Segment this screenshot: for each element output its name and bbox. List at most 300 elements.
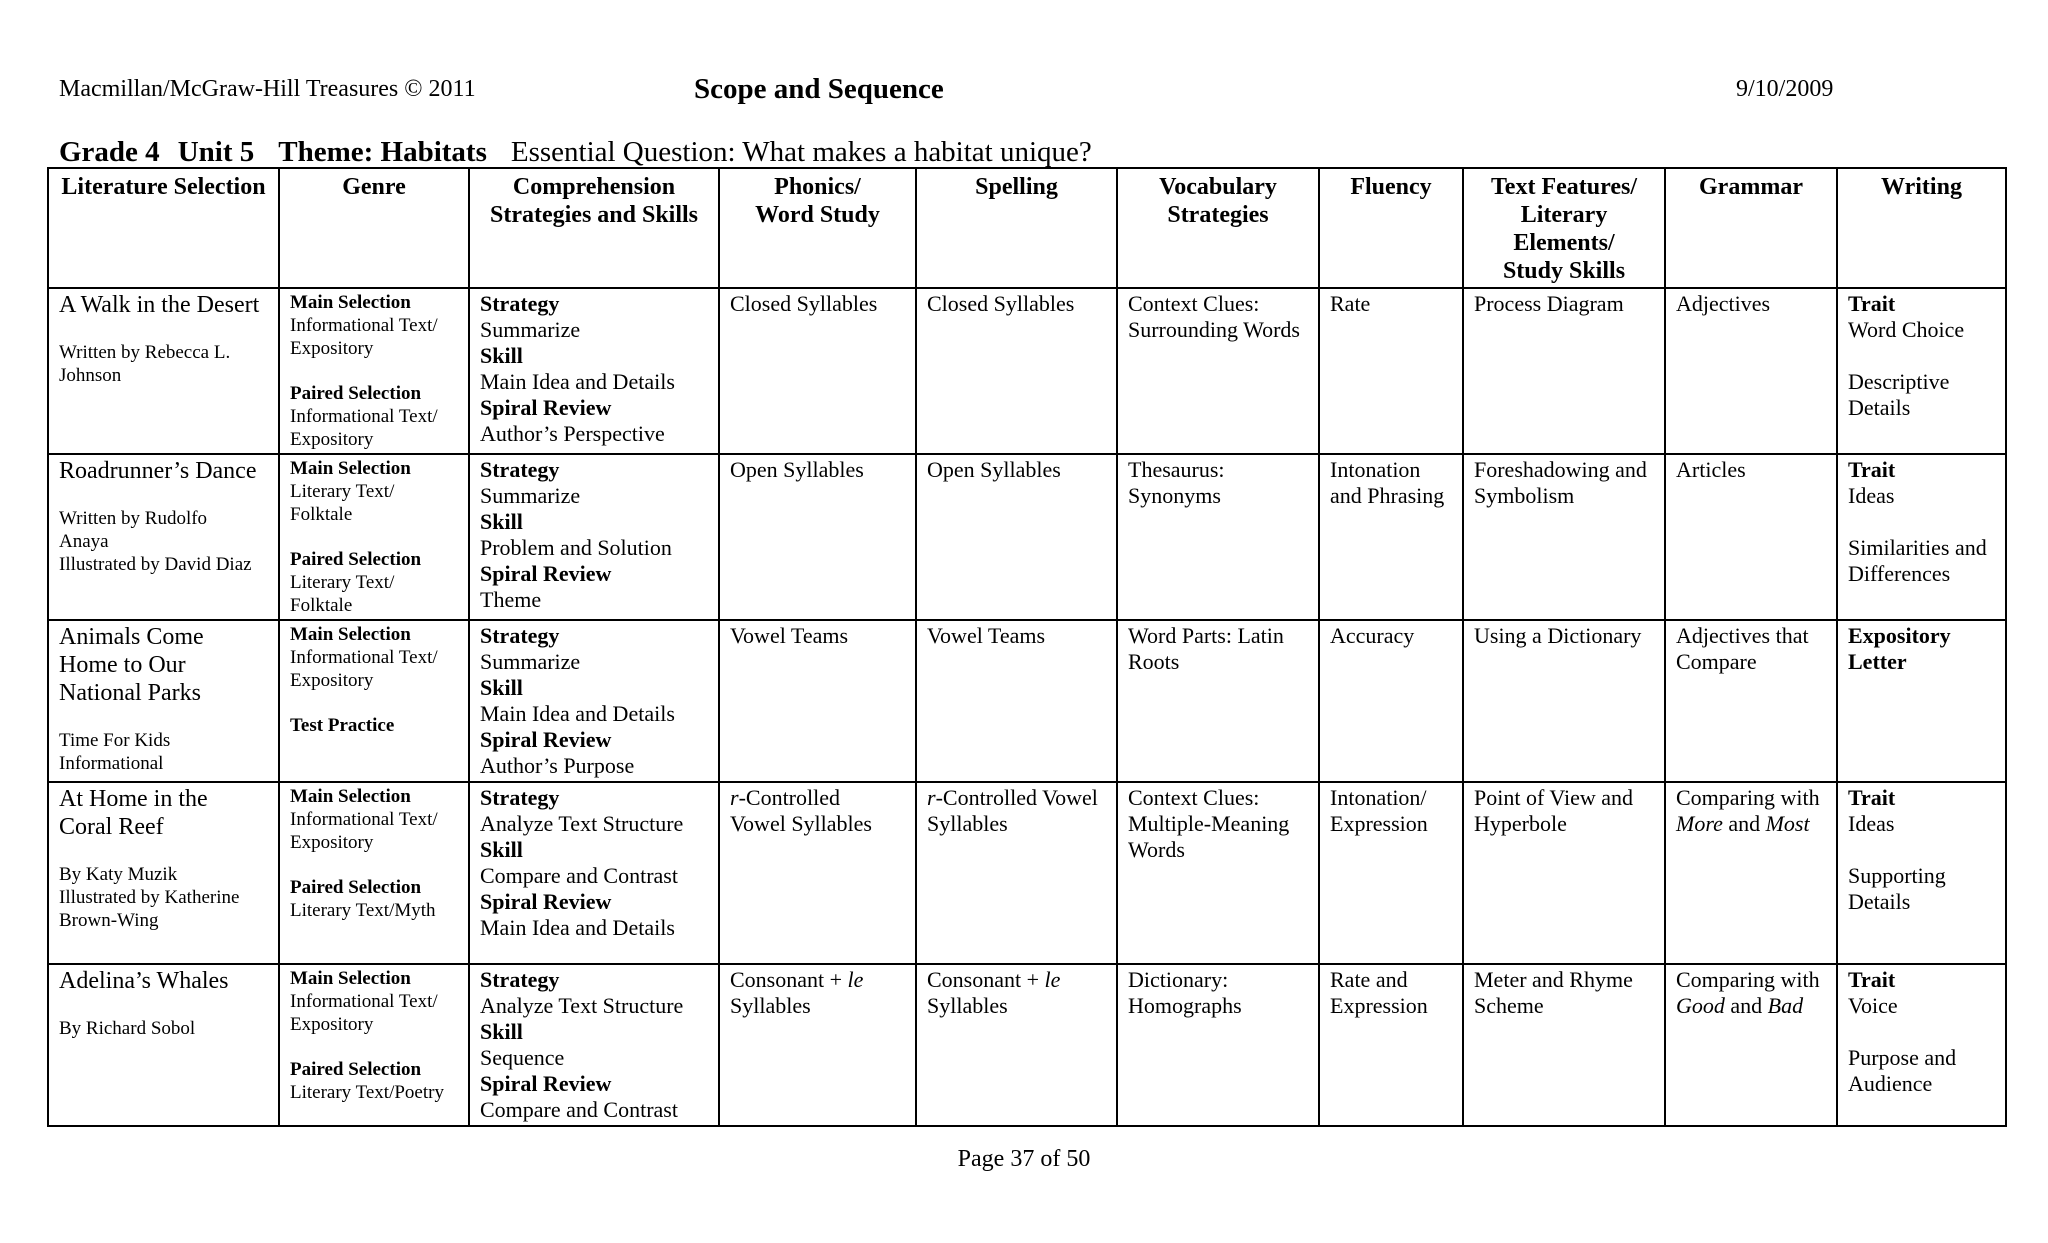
- selection-credits: [59, 863, 268, 932]
- cell-text: Meter and Rhyme: [1474, 967, 1633, 992]
- col-comprehension-header: [469, 168, 719, 288]
- cell-text: r: [730, 785, 739, 810]
- cell-line: [1474, 291, 1654, 317]
- fluency-cell: [1319, 454, 1463, 620]
- cell-text: and: [1724, 993, 1768, 1018]
- vocabulary-cell: [1117, 288, 1319, 454]
- cell-text: Process Diagram: [1474, 291, 1624, 316]
- cell-line: [1330, 811, 1452, 837]
- writing-cell: [1837, 964, 2006, 1126]
- cell-text: Bad: [1767, 993, 1804, 1018]
- cell-line: [1474, 785, 1654, 811]
- writing-cell: [1837, 454, 2006, 620]
- cell-heading: Letter: [1848, 649, 1907, 674]
- cell-line: [1128, 993, 1308, 1019]
- fluency-cell: [1319, 964, 1463, 1126]
- cell-text: and: [1722, 811, 1766, 836]
- cell-text: More: [1676, 811, 1723, 836]
- writing-cell: [1837, 620, 2006, 782]
- credit-line: Brown-Wing: [59, 910, 159, 931]
- grammar-cell: [1665, 782, 1837, 964]
- cell-heading: Trait: [1848, 457, 1896, 482]
- cell-text: Vowel Teams: [730, 623, 849, 648]
- header-line: Genre: [342, 174, 406, 200]
- credit-line: Written by Rudolfo: [59, 508, 208, 529]
- cell-text: and Phrasing: [1330, 483, 1445, 508]
- cell-text: r: [927, 785, 936, 810]
- cell-heading: Skill: [480, 837, 523, 862]
- col-literature-selection-header: [48, 168, 279, 288]
- cell-line: [1474, 993, 1654, 1019]
- cell-heading: Trait: [1848, 785, 1896, 810]
- cell-line: Word Choice: [1848, 317, 1965, 342]
- credit-line: Anaya: [59, 531, 109, 552]
- cell-text: Words: [1128, 837, 1185, 862]
- comprehension-cell: [469, 782, 719, 964]
- cell-text: le: [1044, 967, 1061, 992]
- cell-line: [1676, 623, 1826, 649]
- grade-label: Grade 4: [59, 136, 160, 168]
- selection-title: A Walk in the Desert: [59, 292, 260, 318]
- cell-line: [1474, 457, 1654, 483]
- comprehension-cell: [469, 288, 719, 454]
- cell-text: Closed Syllables: [927, 291, 1075, 316]
- cell-text: Comparing with: [1676, 967, 1820, 992]
- cell-line: Literary Text/Poetry: [290, 1082, 444, 1103]
- cell-heading: Spiral Review: [480, 889, 612, 914]
- spelling-cell: [916, 288, 1117, 454]
- cell-line: Sequence: [480, 1045, 565, 1070]
- genre-cell: [279, 782, 469, 964]
- header-line: Literary: [1520, 202, 1608, 228]
- cell-text: Synonyms: [1128, 483, 1221, 508]
- genre-cell: [279, 288, 469, 454]
- document-title: Scope and Sequence: [694, 73, 944, 105]
- document-date: 9/10/2009: [1736, 76, 1834, 102]
- cell-line: Differences: [1848, 561, 1951, 586]
- cell-line: Voice: [1848, 993, 1898, 1018]
- col-spelling-header: [916, 168, 1117, 288]
- selection-title: National Parks: [59, 680, 201, 706]
- cell-line: [730, 291, 905, 317]
- spacer: [1848, 509, 1995, 535]
- header-line: Word Study: [755, 202, 880, 228]
- credit-line: Time For Kids: [59, 730, 171, 751]
- text-features-cell: [1463, 288, 1665, 454]
- table-row: [48, 288, 2006, 454]
- cell-text: Expression: [1330, 993, 1428, 1018]
- header-line: Strategies: [1167, 202, 1269, 228]
- grammar-cell: [1665, 620, 1837, 782]
- cell-text: -Controlled: [738, 785, 840, 810]
- cell-line: [1128, 837, 1308, 863]
- selection-title: Home to Our: [59, 652, 186, 678]
- cell-line: [1330, 483, 1452, 509]
- grammar-cell: [1665, 454, 1837, 620]
- cell-line: Main Idea and Details: [480, 369, 675, 394]
- grammar-cell: [1665, 964, 1837, 1126]
- cell-text: le: [847, 967, 864, 992]
- cell-text: Using a Dictionary: [1474, 623, 1642, 648]
- cell-line: [927, 291, 1106, 317]
- cell-line: Analyze Text Structure: [480, 993, 684, 1018]
- header-line: Fluency: [1350, 174, 1432, 200]
- text-features-cell: [1463, 454, 1665, 620]
- table-row: [48, 964, 2006, 1126]
- cell-line: [1128, 623, 1308, 649]
- page-number: Page 37 of 50: [957, 1146, 1091, 1172]
- selection-credits: [59, 1017, 268, 1040]
- cell-text: Context Clues:: [1128, 785, 1260, 810]
- cell-line: Purpose and: [1848, 1045, 1957, 1070]
- credit-line: Johnson: [59, 365, 122, 386]
- spacer: [290, 360, 458, 382]
- cell-line: [1676, 785, 1826, 811]
- cell-heading: Main Selection: [290, 292, 411, 313]
- header-line: Elements/: [1513, 230, 1615, 256]
- cell-heading: Strategy: [480, 623, 560, 648]
- cell-line: Author’s Purpose: [480, 753, 635, 778]
- cell-line: [1330, 457, 1452, 483]
- cell-line: [927, 993, 1106, 1019]
- comprehension-cell: [469, 964, 719, 1126]
- selection-credits: [59, 729, 268, 775]
- cell-text: Scheme: [1474, 993, 1544, 1018]
- cell-line: [1128, 291, 1308, 317]
- cell-line: Similarities and: [1848, 535, 1987, 560]
- credit-line: By Katy Muzik: [59, 864, 178, 885]
- cell-line: [1330, 967, 1452, 993]
- col-vocabulary-header: [1117, 168, 1319, 288]
- spelling-cell: [916, 782, 1117, 964]
- unit-label: Unit 5: [177, 136, 255, 168]
- text-features-cell: [1463, 782, 1665, 964]
- cell-text: Thesaurus:: [1128, 457, 1225, 482]
- cell-line: Problem and Solution: [480, 535, 672, 560]
- cell-line: Informational Text/: [290, 315, 438, 336]
- cell-line: [1128, 785, 1308, 811]
- genre-cell: [279, 964, 469, 1126]
- cell-text: Syllables: [927, 993, 1008, 1018]
- cell-line: [1128, 317, 1308, 343]
- unit-heading: [59, 136, 1092, 169]
- literature-cell: [48, 964, 279, 1126]
- cell-heading: Skill: [480, 343, 523, 368]
- cell-heading: Spiral Review: [480, 395, 612, 420]
- phonics-cell: [719, 620, 916, 782]
- cell-text: Point of View and: [1474, 785, 1633, 810]
- selection-title: Roadrunner’s Dance: [59, 458, 257, 484]
- cell-text: Context Clues:: [1128, 291, 1260, 316]
- cell-line: Main Idea and Details: [480, 915, 675, 940]
- col-genre-header: [279, 168, 469, 288]
- cell-line: Expository: [290, 670, 374, 691]
- cell-line: Informational Text/: [290, 809, 438, 830]
- col-writing-header: [1837, 168, 2006, 288]
- selection-title: At Home in the: [59, 786, 208, 812]
- spacer: [290, 1036, 458, 1058]
- cell-line: [1128, 649, 1308, 675]
- cell-text: Vowel Syllables: [730, 811, 872, 836]
- spacer: [1848, 343, 1995, 369]
- col-fluency-header: [1319, 168, 1463, 288]
- cell-text: Comparing with: [1676, 785, 1820, 810]
- fluency-cell: [1319, 620, 1463, 782]
- selection-credits: [59, 341, 268, 387]
- cell-line: Audience: [1848, 1071, 1933, 1096]
- col-grammar-header: [1665, 168, 1837, 288]
- cell-line: Informational Text/: [290, 991, 438, 1012]
- cell-line: [1676, 649, 1826, 675]
- phonics-cell: [719, 782, 916, 964]
- cell-line: Supporting: [1848, 863, 1946, 888]
- credit-line: By Richard Sobol: [59, 1018, 196, 1039]
- cell-line: Analyze Text Structure: [480, 811, 684, 836]
- essential-question: Essential Question: What makes a habitat unique?: [510, 136, 1092, 168]
- selection-credits: [59, 507, 268, 576]
- text-features-cell: [1463, 964, 1665, 1126]
- cell-line: [1330, 785, 1452, 811]
- cell-line: [1128, 967, 1308, 993]
- cell-line: Informational Text/: [290, 647, 438, 668]
- cell-heading: Strategy: [480, 457, 560, 482]
- cell-text: Rate and: [1330, 967, 1408, 992]
- cell-line: Expository: [290, 1014, 374, 1035]
- vocabulary-cell: [1117, 782, 1319, 964]
- cell-text: Hyperbole: [1474, 811, 1567, 836]
- phonics-cell: [719, 964, 916, 1126]
- spelling-cell: [916, 620, 1117, 782]
- cell-text: Roots: [1128, 649, 1180, 674]
- spacer: [290, 692, 458, 714]
- cell-text: Articles: [1676, 457, 1746, 482]
- cell-heading: Main Selection: [290, 458, 411, 479]
- table-row: [48, 620, 2006, 782]
- credit-line: Informational: [59, 753, 164, 774]
- selection-title: Adelina’s Whales: [59, 968, 229, 994]
- cell-line: Expository: [290, 429, 374, 450]
- table-row: [48, 454, 2006, 620]
- cell-text: Open Syllables: [927, 457, 1061, 482]
- cell-line: [1676, 291, 1826, 317]
- genre-cell: [279, 620, 469, 782]
- cell-line: Ideas: [1848, 483, 1895, 508]
- cell-line: Expository: [290, 832, 374, 853]
- cell-heading: Expository: [1848, 623, 1951, 648]
- cell-text: Syllables: [730, 993, 811, 1018]
- cell-text: Consonant +: [927, 967, 1045, 992]
- cell-line: [1474, 967, 1654, 993]
- cell-line: [1676, 811, 1826, 837]
- vocabulary-cell: [1117, 620, 1319, 782]
- cell-line: [730, 967, 905, 993]
- cell-heading: Paired Selection: [290, 1059, 422, 1080]
- cell-text: Good: [1676, 993, 1725, 1018]
- selection-title: Animals Come: [59, 624, 204, 650]
- credit-line: Written by Rebecca L.: [59, 342, 231, 363]
- cell-line: Summarize: [480, 317, 581, 342]
- cell-line: Literary Text/Myth: [290, 900, 436, 921]
- cell-text: Adjectives that: [1676, 623, 1809, 648]
- spelling-cell: [916, 454, 1117, 620]
- cell-text: Closed Syllables: [730, 291, 878, 316]
- cell-text: Symbolism: [1474, 483, 1575, 508]
- header-line: Grammar: [1699, 174, 1803, 200]
- writing-cell: [1837, 288, 2006, 454]
- cell-heading: Paired Selection: [290, 383, 422, 404]
- cell-line: [1330, 291, 1452, 317]
- cell-line: Literary Text/: [290, 572, 395, 593]
- cell-line: [730, 993, 905, 1019]
- spacer: [1848, 1019, 1995, 1045]
- cell-line: Literary Text/: [290, 481, 395, 502]
- writing-cell: [1837, 782, 2006, 964]
- cell-line: Main Idea and Details: [480, 701, 675, 726]
- cell-heading: Strategy: [480, 291, 560, 316]
- cell-line: [1474, 483, 1654, 509]
- cell-text: Multiple-Meaning: [1128, 811, 1290, 836]
- cell-heading: Trait: [1848, 967, 1896, 992]
- header-line: Spelling: [975, 174, 1058, 200]
- cell-line: [1676, 967, 1826, 993]
- cell-line: [730, 457, 905, 483]
- table-header-row: [48, 168, 2006, 288]
- cell-line: [730, 623, 905, 649]
- cell-heading: Test Practice: [290, 715, 395, 736]
- cell-text: Most: [1765, 811, 1810, 836]
- cell-line: Author’s Perspective: [480, 421, 665, 446]
- cell-text: Open Syllables: [730, 457, 864, 482]
- header-line: Comprehension: [512, 174, 676, 200]
- cell-heading: Spiral Review: [480, 561, 612, 586]
- cell-text: Homographs: [1128, 993, 1242, 1018]
- header-line: Study Skills: [1502, 258, 1626, 284]
- literature-cell: [48, 620, 279, 782]
- cell-line: Compare and Contrast: [480, 1097, 678, 1122]
- spacer: [290, 854, 458, 876]
- cell-text: Syllables: [927, 811, 1008, 836]
- spelling-cell: [916, 964, 1117, 1126]
- cell-line: [1330, 993, 1452, 1019]
- credit-line: Illustrated by Katherine: [59, 887, 240, 908]
- cell-text: Accuracy: [1330, 623, 1415, 648]
- cell-text: Compare: [1676, 649, 1757, 674]
- cell-text: Foreshadowing and: [1474, 457, 1647, 482]
- cell-line: Theme: [480, 587, 542, 612]
- cell-line: Compare and Contrast: [480, 863, 678, 888]
- cell-line: [1474, 623, 1654, 649]
- comprehension-cell: [469, 454, 719, 620]
- cell-line: Descriptive: [1848, 369, 1950, 394]
- cell-heading: Main Selection: [290, 624, 411, 645]
- literature-cell: [48, 288, 279, 454]
- cell-line: [730, 785, 905, 811]
- spacer: [290, 526, 458, 548]
- cell-line: Summarize: [480, 483, 581, 508]
- spacer: [1848, 837, 1995, 863]
- literature-cell: [48, 782, 279, 964]
- col-phonics-header: [719, 168, 916, 288]
- cell-text: -Controlled Vowel: [935, 785, 1098, 810]
- fluency-cell: [1319, 288, 1463, 454]
- cell-heading: Skill: [480, 1019, 523, 1044]
- cell-line: [927, 457, 1106, 483]
- header-line: Literature Selection: [61, 174, 266, 200]
- text-features-cell: [1463, 620, 1665, 782]
- cell-line: [1330, 623, 1452, 649]
- cell-heading: Main Selection: [290, 968, 411, 989]
- header-line: Writing: [1881, 174, 1962, 200]
- comprehension-cell: [469, 620, 719, 782]
- cell-line: Ideas: [1848, 811, 1895, 836]
- header-line: Phonics/: [774, 174, 861, 200]
- cell-text: Rate: [1330, 291, 1371, 316]
- cell-heading: Spiral Review: [480, 727, 612, 752]
- selection-title: Coral Reef: [59, 814, 164, 840]
- cell-heading: Strategy: [480, 967, 560, 992]
- cell-text: Expression: [1330, 811, 1428, 836]
- credit-line: Illustrated by David Diaz: [59, 554, 252, 575]
- cell-text: Vowel Teams: [927, 623, 1046, 648]
- cell-text: Intonation/: [1330, 785, 1427, 810]
- vocabulary-cell: [1117, 454, 1319, 620]
- publisher-label: Macmillan/McGraw-Hill Treasures © 2011: [59, 76, 476, 102]
- cell-text: Surrounding Words: [1128, 317, 1300, 342]
- cell-heading: Strategy: [480, 785, 560, 810]
- genre-cell: [279, 454, 469, 620]
- cell-line: Folktale: [290, 504, 353, 525]
- cell-line: [730, 811, 905, 837]
- cell-heading: Paired Selection: [290, 877, 422, 898]
- cell-heading: Skill: [480, 509, 523, 534]
- cell-heading: Paired Selection: [290, 549, 422, 570]
- col-text-features-header: [1463, 168, 1665, 288]
- cell-heading: Trait: [1848, 291, 1896, 316]
- phonics-cell: [719, 288, 916, 454]
- cell-line: [1676, 993, 1826, 1019]
- cell-heading: Skill: [480, 675, 523, 700]
- cell-line: Details: [1848, 889, 1911, 914]
- cell-line: Summarize: [480, 649, 581, 674]
- cell-text: Word Parts: Latin: [1128, 623, 1284, 648]
- vocabulary-cell: [1117, 964, 1319, 1126]
- header-line: Strategies and Skills: [489, 202, 699, 228]
- cell-heading: Spiral Review: [480, 1071, 612, 1096]
- cell-text: Adjectives: [1676, 291, 1771, 316]
- cell-text: Intonation: [1330, 457, 1421, 482]
- grammar-cell: [1665, 288, 1837, 454]
- cell-line: [927, 967, 1106, 993]
- theme-label: Theme: Habitats: [278, 136, 487, 168]
- literature-cell: [48, 454, 279, 620]
- scope-sequence-table: [47, 167, 2007, 1127]
- cell-line: Informational Text/: [290, 406, 438, 427]
- cell-line: [927, 811, 1106, 837]
- cell-line: Expository: [290, 338, 374, 359]
- cell-line: Folktale: [290, 595, 353, 616]
- cell-line: [1128, 811, 1308, 837]
- header-line: Vocabulary: [1159, 174, 1277, 200]
- header-line: Text Features/: [1491, 174, 1637, 200]
- phonics-cell: [719, 454, 916, 620]
- cell-line: [1128, 457, 1308, 483]
- cell-line: [1474, 811, 1654, 837]
- cell-heading: Main Selection: [290, 786, 411, 807]
- cell-line: [1676, 457, 1826, 483]
- cell-line: [927, 785, 1106, 811]
- fluency-cell: [1319, 782, 1463, 964]
- cell-text: Dictionary:: [1128, 967, 1229, 992]
